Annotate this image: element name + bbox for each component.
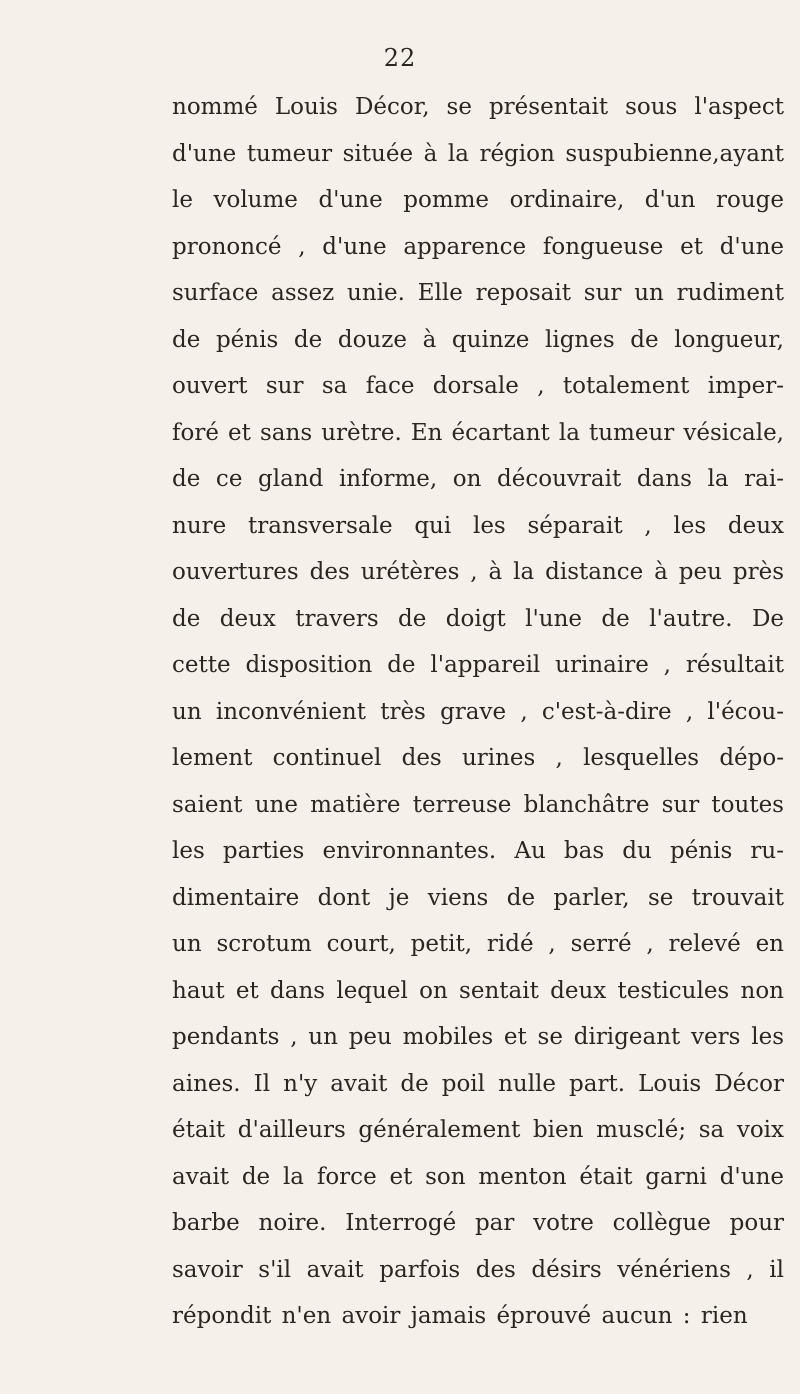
text-line: surface assez unie. Elle reposait sur un rudiment xyxy=(172,280,784,306)
text-line: dimentaire dont je viens de parler, se trouvait xyxy=(172,884,784,911)
text-line: saient une matière terreuse blanchâtre sur toutes xyxy=(172,791,784,818)
text-line: répondit n'en avoir jamais éprouvé aucun : rien xyxy=(172,1303,748,1329)
body-text xyxy=(172,84,784,1340)
text-line: haut et dans lequel on sentait deux testicules non xyxy=(172,977,784,1004)
text-line: prononcé , d'une apparence fongueuse et d'une xyxy=(172,233,784,260)
text-line: de pénis de douze à quinze lignes de longueur, xyxy=(172,326,784,353)
text-line: un inconvénient très grave , c'est-à-dire , l'écou- xyxy=(172,698,784,725)
text-line: lement continuel des urines , lesquelles dépo- xyxy=(172,745,784,771)
text-line: aines. Il n'y avait de poil nulle part. Louis Décor xyxy=(172,1070,784,1097)
text-line: nure transversale qui les séparait , les deux xyxy=(172,512,784,539)
text-line: de deux travers de doigt l'une de l'autre. De xyxy=(172,605,784,632)
text-line: de ce gland informe, on découvrait dans la rai- xyxy=(172,466,784,492)
text-line: pendants , un peu mobiles et se dirigeant vers les xyxy=(172,1024,784,1050)
text-line: le volume d'une pomme ordinaire, d'un rouge xyxy=(172,187,784,213)
text-line: savoir s'il avait parfois des désirs vénériens , il xyxy=(172,1256,784,1283)
text-line: foré et sans urètre. En écartant la tumeur vésicale, xyxy=(172,419,784,446)
text-line: nommé Louis Décor, se présentait sous l'aspect xyxy=(172,94,784,120)
text-line: les parties environnantes. Au bas du pénis ru- xyxy=(172,838,784,864)
text-line: cette disposition de l'appareil urinaire , résultait xyxy=(172,652,784,678)
text-line: barbe noire. Interrogé par votre collègue pour xyxy=(172,1210,784,1236)
text-line: un scrotum court, petit, ridé , serré , relevé en xyxy=(172,931,784,957)
text-line: ouvertures des urétères , à la distance à peu près xyxy=(172,559,784,585)
text-line: ouvert sur sa face dorsale , totalement imper- xyxy=(172,373,784,399)
text-line: avait de la force et son menton était garni d'une xyxy=(172,1163,784,1190)
text-line: d'une tumeur située à la région suspubienne,ayant xyxy=(172,140,784,167)
page-number: 22 xyxy=(383,44,417,72)
text-line: était d'ailleurs généralement bien musclé; sa voix xyxy=(172,1117,784,1143)
